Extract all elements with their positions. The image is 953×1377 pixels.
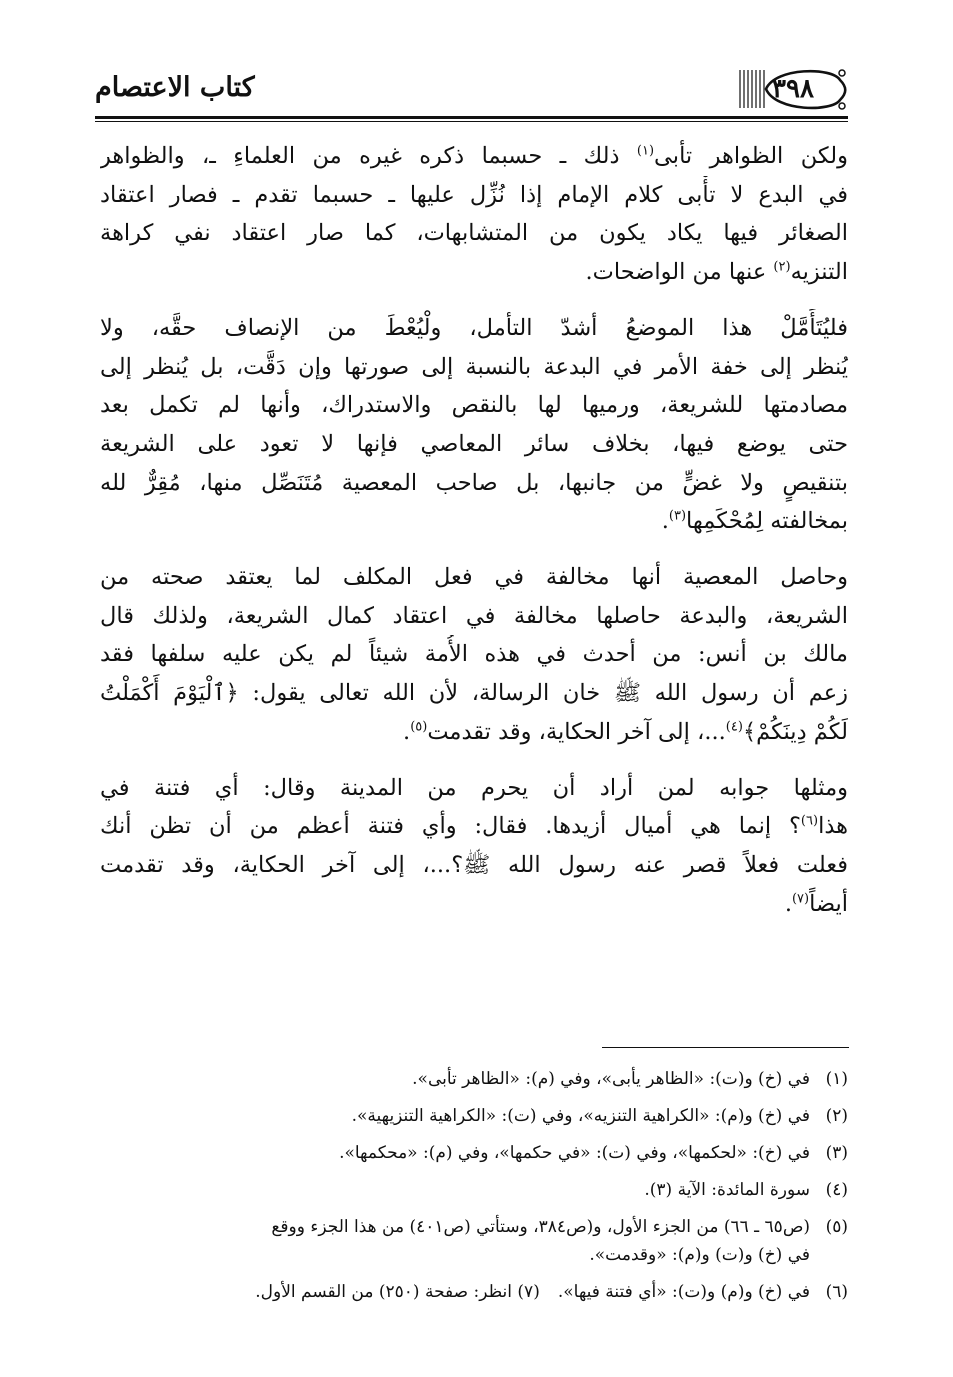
footnotes [100, 1061, 848, 1311]
footnote-continuation: في (خ) و(ت) و(م): «وقدمت». [589, 1245, 810, 1265]
footnote-text: في (خ) و(م): «الكراهية التنزيه»، وفي (ت): «الكراهية التنزيهية». [351, 1106, 810, 1126]
footnote-ref[interactable]: (٣) [668, 508, 687, 524]
paragraph [100, 558, 848, 752]
page-header [95, 62, 848, 124]
text-line: في البدع لا تأْبى كلام الإمام إذا نُزِّل عليها ـ حسبما تقدم ـ فصار اعتقاد [100, 181, 848, 208]
footnote-number: (٥) [825, 1217, 848, 1237]
text-line: الصغائر فيها يكاد يكون من المتشابهات، كما صار اعتقاد نفي كراهة [100, 220, 848, 247]
text-line: ولكن الظواهر تأبى$^{(١)}$ ذلك ـ حسبما ذكره غيره من العلماءِ ـ، والظواهر [100, 143, 848, 169]
footnote-separator [602, 1047, 849, 1048]
text-line: وحاصل المعصية أنها مخالفة في فعل المكلف لما يعتقد صحته من [100, 564, 848, 591]
text-line: يُنظر إلى خفة الأمر في البدعة بالنسبة إلى صورتها وإن دَقَّت، بل يُنظر إلى [100, 353, 848, 380]
footnote-ref[interactable]: (٥) [410, 719, 428, 735]
text-line: حتى يوضع فيها، بخلاف سائر المعاصي فإنها لا تعود على الشريعة [100, 430, 848, 457]
text-line: التنزيه$^{(٢)}$ عنها من الواضحات. [585, 259, 848, 286]
running-title: كتاب الاعتصام [95, 72, 255, 103]
text-line: هذا$^{(٦)}$؟ إنما هي أميال أزيدها. فقال: وأي فتنة أعظم من أن تظن أنك [100, 813, 848, 840]
footnote-ref[interactable]: (٢) [773, 259, 791, 275]
footnote-number: (٧) [517, 1282, 540, 1302]
footnote-text: في (خ) و(م) و(ت): «أي فتنة فيها». [557, 1282, 810, 1302]
footnote-text: (ص٦٥ ـ ٦٦) من الجزء الأول، و(ص٣٨٤، وستأتي (ص٤٠١) من هذا الجزء ووقع [271, 1217, 810, 1237]
paragraph [100, 769, 848, 924]
text-line: مصادمتها للشريعة، ورميها لها بالنقص والاستدراك، وأنها لم تكمل بعد [100, 392, 848, 419]
footnote-ref[interactable]: (٧) [791, 891, 810, 907]
footnote [100, 1098, 848, 1135]
text-line: بمخالفته لِمُحْكَمِها$^{(٣)}$. [661, 508, 848, 535]
footnote-ref[interactable]: (٤) [725, 719, 743, 735]
text-line: مالك بن أنس: من أحدث في هذه الأُمة شيئاً لم يكن عليه سلفها فقد [100, 641, 848, 668]
text-line: فليُتَأَمَّلْ هذا الموضعُ أشدّ التأمل، ولْيُعْطَ من الإنصاف حقَّه، ولا [100, 314, 848, 341]
footnote [100, 1274, 848, 1311]
footnote [100, 1135, 848, 1172]
page-number: ٣٩٨ [772, 74, 814, 104]
text-line: ومثلها جوابه لمن أراد أن يحرم من المدينة وقال: أي فتنة في [100, 774, 848, 801]
header-rule [95, 116, 848, 122]
text-line: بتنقيصٍ ولا غضٍّ من جانبها، بل صاحب المعصية مُتَنَصِّل منها، مُقِرٌّ لله [100, 469, 848, 496]
footnote-text: في (خ) و(ت): «الظاهر يأبى»، وفي (م): «الظاهر تأبى». [412, 1069, 810, 1089]
text-line: فعلت فعلاً قصر عنه رسول الله ﷺ؟...، إلى آخر الحكاية، وقد تقدمت [100, 851, 848, 878]
text-line: زعم أن رسول الله ﷺ خان الرسالة، لأن الله تعالى يقول: ﴿ٱلْيَوْمَ أَكْمَلْتُ [100, 680, 848, 707]
footnote-ref[interactable]: (١) [636, 143, 655, 159]
footnote [100, 1172, 848, 1209]
main-text [100, 137, 848, 923]
footnote-number: (٤) [825, 1180, 848, 1200]
footnote-number: (٦) [825, 1282, 848, 1302]
footnote-ref[interactable]: (٦) [800, 813, 819, 829]
text-line: أيضاً$^{(٧)}$. [784, 890, 848, 917]
text-line: لَكُمْ دِينَكُمْ﴾$^{(٤)}$...، إلى آخر الحكاية، وقد تقدمت$^{(٥)}$. [403, 718, 848, 745]
footnote-text: سورة المائدة: الآية (٣). [644, 1180, 810, 1200]
footnote-text: في (خ): «لحكمها»، وفي (ت): «في حكمها»، وفي (م): «محكمها». [339, 1143, 810, 1163]
footnote-number: (١) [825, 1069, 848, 1089]
footnote-number: (٢) [825, 1106, 848, 1126]
footnote-text: انظر: صفحة (٢٥٠) من القسم الأول. [255, 1282, 512, 1302]
text-line: الشريعة، والبدعة حاصلها مخالفة في اعتقاد كمال الشريعة، ولذلك قال [100, 602, 848, 629]
footnote [100, 1061, 848, 1098]
paragraph [100, 137, 848, 292]
footnote-number: (٣) [825, 1143, 848, 1163]
paragraph [100, 309, 848, 541]
